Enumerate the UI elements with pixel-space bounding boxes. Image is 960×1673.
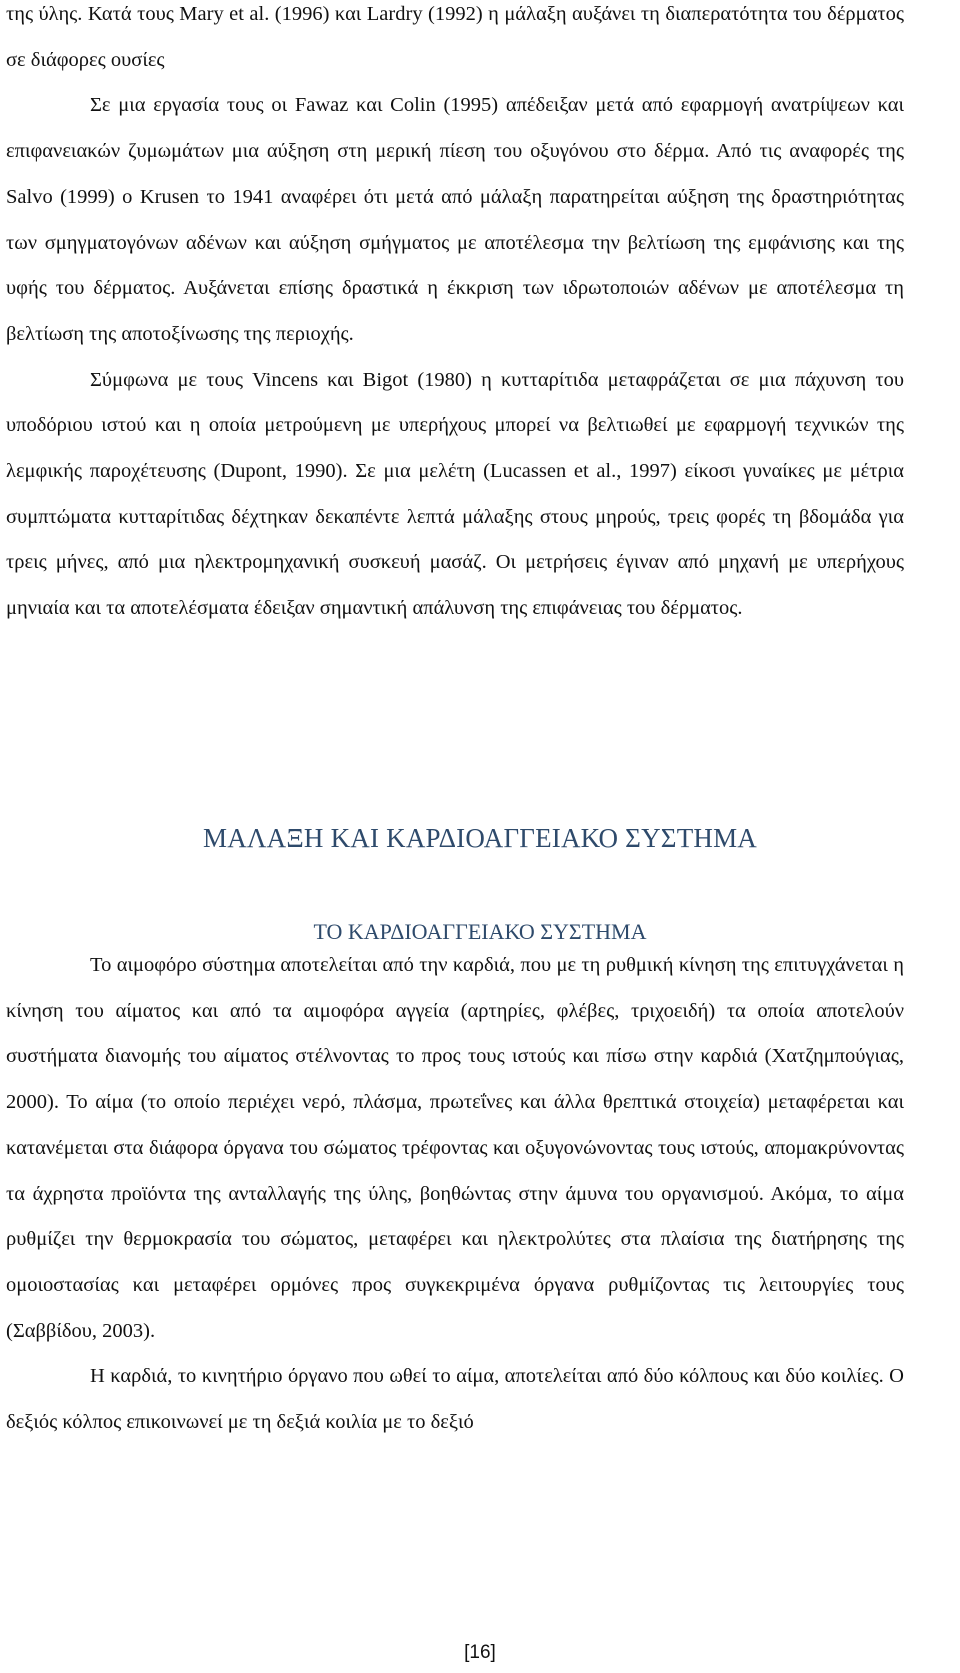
paragraph-oxygen-pressure: Σε μια εργασία τους οι Fawaz και Colin (1995) απέδειξαν μετά από εφαρμογή ανατρίψεων και επιφανειακών ζυμωμάτων μια αύξηση στη μερική πίεση του οξυγόνου στο δέρμα. Από τις αναφορές της Salvo (1999) ο Krusen το 1941 αναφέρει ότι μετά από μάλαξη παρατηρείται αύξηση της δραστηριότητας των σμηγματογόνων αδένων και αύξηση σμήγματος με αποτέλεσμα την βελτίωση της εμφάνισης και της υφής του δέρματος. Αυξάνεται επίσης δραστικά η έκκριση των ιδρωτοποιών αδένων με αποτέλεσμα τη βελτίωση της αποτοξίνωσης της περιοχής. bbox=[6, 94, 904, 345]
section-heading: ΤΟ ΚΑΡΔΙΟΑΓΓΕΙΑΚΟ ΣΥΣΤΗΜΑ bbox=[313, 919, 647, 944]
paragraph-cellulite: Σύμφωνα με τους Vincens και Bigot (1980) η κυτταρίτιδα μεταφράζεται σε μια πάχυνση του υποδόριου ιστού και η οποία μετρούμενη με υπερήχους μπορεί να βελτιωθεί με εφαρμογή τεχνικών της λεμφικής παροχέτευσης (Dupont, 1990). Σε μια μελέτη (Lucassen et al., 1997) είκοσι γυναίκες με μέτρια συμπτώματα κυτταρίτιδας δέχτηκαν δεκαπέντε λεπτά μάλαξης στους μηρούς, τρεις φορές τη βδομάδα για τρεις μήνες, από μια ηλεκτρομηχανική συσκευή μασάζ. Οι μετρήσεις έγιναν από μηχανή με υπερήχους μηνιαία και τα αποτελέσματα έδειξαν σημαντική απάλυνση της επιφάνειας του δέρματος. bbox=[6, 368, 904, 620]
paragraph-permeability: της ύλης. Κατά τους Mary et al. (1996) και Lardry (1992) η μάλαξη αυξάνει τη διαπερατότητα του δέρματος σε διάφορες ουσίες bbox=[6, 3, 904, 71]
section-massage-skin bbox=[6, 0, 904, 632]
section-cardiovascular bbox=[6, 943, 904, 1446]
paragraph-heart: Η καρδιά, το κινητήριο όργανο που ωθεί το αίμα, αποτελείται από δύο κόλπους και δύο κοιλίες. Ο δεξιός κόλπος επικοινωνεί με τη δεξιά κοιλία με το δεξιό bbox=[6, 1365, 904, 1434]
paragraph-circulatory-system: Το αιμοφόρο σύστημα αποτελείται από την καρδιά, που με τη ρυθμική κίνηση της επιτυγχάνεται η κίνηση του αίματος και από τα αιμοφόρα αγγεία (αρτηρίες, φλέβες, τριχοειδή) τα οποία αποτελούν συστήματα διανομής του αίματος στέλνοντας το προς τους ιστούς και πίσω στην καρδιά (Χατζημπούγιας, 2000). Το αίμα (το οποίο περιέχει νερό, πλάσμα, πρωτεΐνες και άλλα θρεπτικά στοιχεία) μεταφέρεται και κατανέμεται στα διάφορα όργανα του σώματος τρέφοντας και οξυγονώνοντας τους ιστούς, απομακρύνοντας τα άχρηστα προϊόντα της ανταλλαγής της ύλης, βοηθώντας στην άμυνα του οργανισμού. Ακόμα, το αίμα ρυθμίζει την θερμοκρασία του σώματος, μεταφέρει και ηλεκτρολύτες στα πλαίσια της διατήρησης της ομοιοστασίας και μεταφέρει ορμόνες προς συγκεκριμένα όργανα ρυθμίζοντας τις λειτουργίες τους (Σαββίδου, 2003). bbox=[6, 954, 904, 1342]
chapter-heading: ΜΑΛΑΞΗ ΚΑΙ ΚΑΡΔΙΟΑΓΓΕΙΑΚΟ ΣΥΣΤΗΜΑ bbox=[202, 823, 757, 853]
page-number: [16] bbox=[464, 1642, 496, 1663]
